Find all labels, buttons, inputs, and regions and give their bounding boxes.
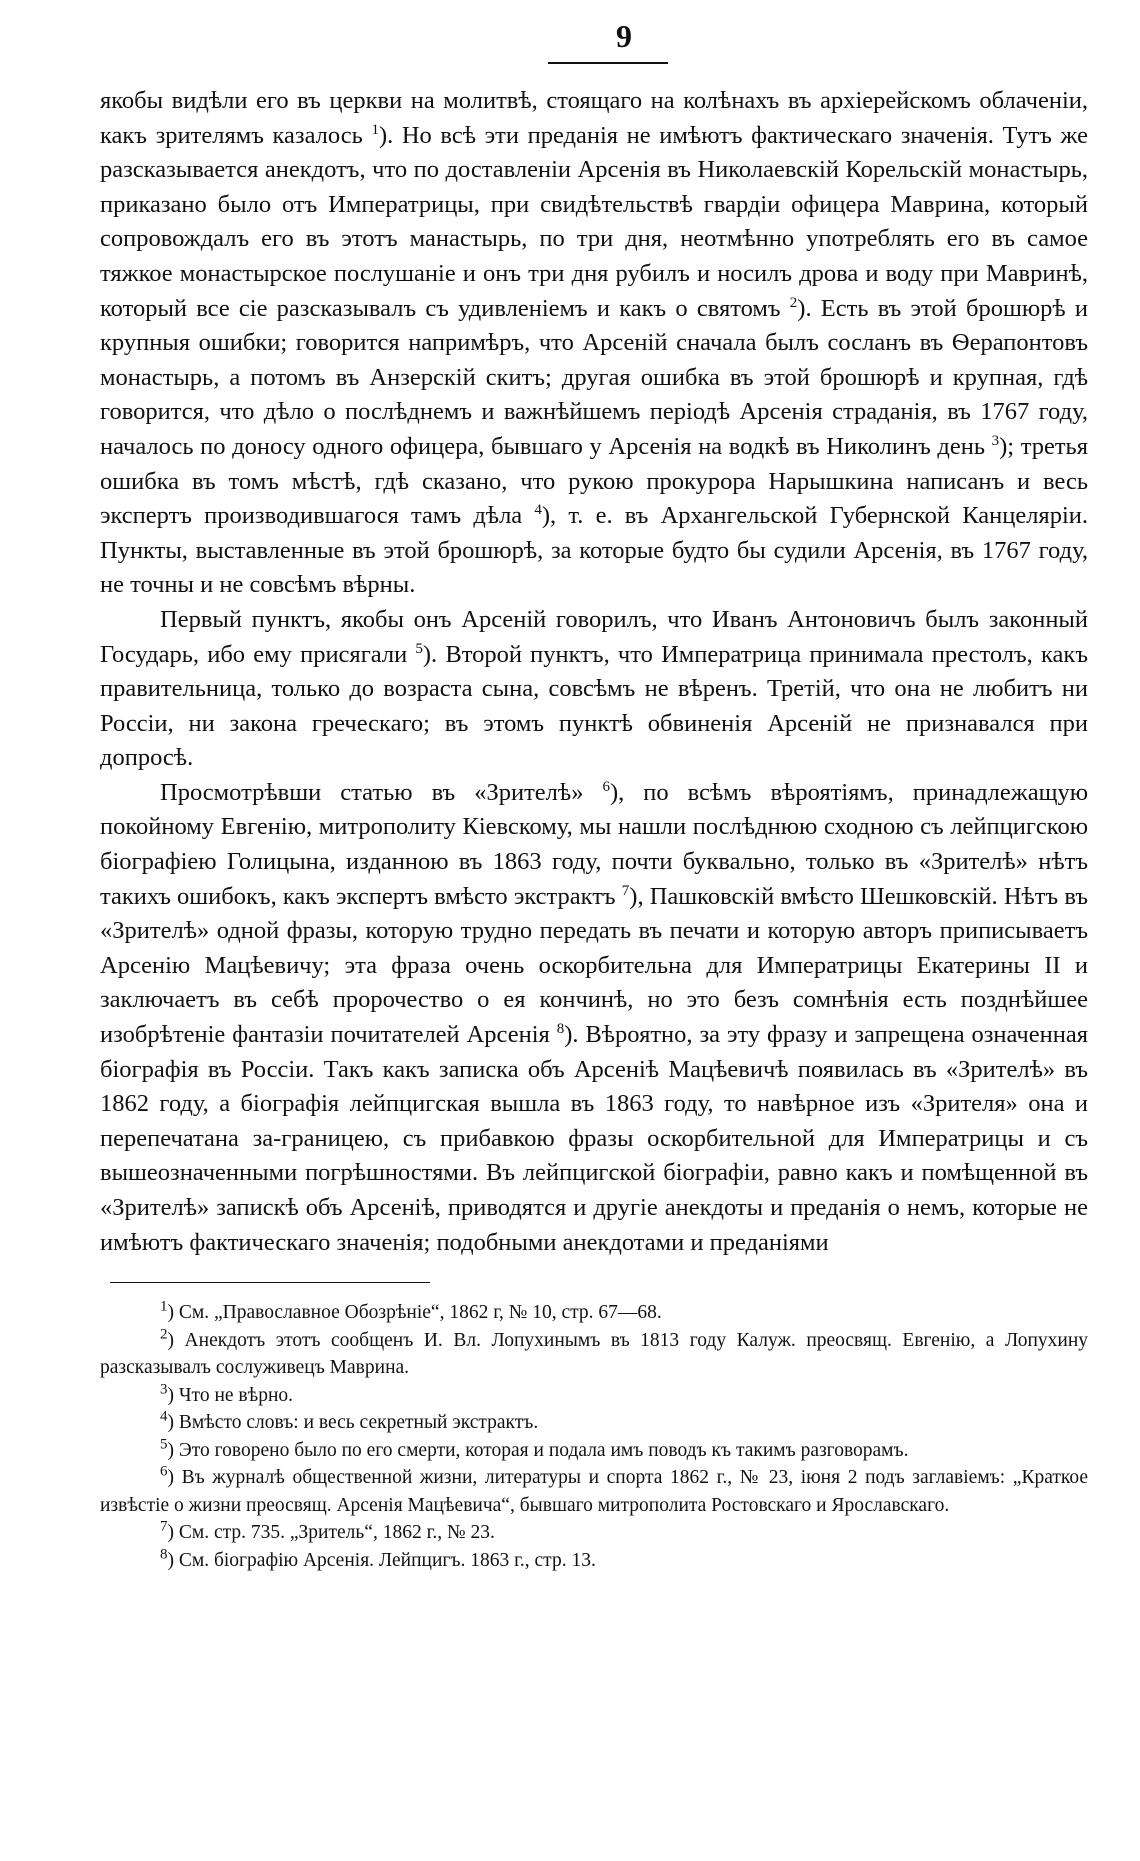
footnote-text: См. стр. 735. „Зритель“, 1862 г., № 23.	[178, 1522, 495, 1544]
footnote-number: 4	[160, 1408, 168, 1425]
footnote-text: Это говорено было по его смерти, которая и подала имъ поводъ къ такимъ разговорамъ.	[178, 1439, 909, 1461]
text-run: ), по всѣмъ вѣроятіямъ, принадлежащую покойному Евгенію, митрополиту Кіевскому, мы нашли послѣднюю сходною съ лейпцигскою біографіею Голицына, изданною въ 1863 году, почти буквально, только въ «Зрителѣ» нѣтъ такихъ ошибокъ, какъ экспертъ вмѣсто экстрактъ	[100, 778, 1088, 910]
text-run: ). Второй пунктъ, что Императрица принимала престолъ, какъ правительница, только до возраста сына, совсѣмъ не вѣренъ. Третій, что она не любитъ ни Россіи, ни закона греческаго; въ этомъ пунктѣ обвиненія Арсеній не признавался при допросѣ.	[100, 640, 1088, 772]
footnote: $^7$) См. стр. 735. „Зритель“, 1862 г., № 23.	[160, 1518, 495, 1544]
footnotes	[100, 1299, 1088, 1574]
footnote-text: Въ журналѣ общественной жизни, литературы и спорта 1862 г., № 23, іюня 2 подъ заглавіемъ: „Краткое извѣстіе о жизни преосвящ. Арсенія Мацѣевича“, бывшаго митрополита Ростовскаго и Ярославскаго.	[100, 1467, 1088, 1516]
footnote-number: 3	[160, 1381, 168, 1398]
footnote: $^5$) Это говорено было по его смерти, которая и подала имъ поводъ къ такимъ разговорамъ.	[160, 1436, 909, 1461]
footnote-number: 6	[160, 1463, 168, 1480]
text-run: ). Но всѣ эти преданія не имѣютъ фактическаго значенія. Тутъ же разсказывается анекдотъ, что по доставленіи Арсенія въ Николаевскій Корельскій монастырь, приказано было отъ Императрицы, при свидѣтельствѣ гвардіи офицера Маврина, который сопровождалъ его въ этотъ манастырь, по три дня, неотмѣнно употреблять его въ самое тяжкое монастырское послушаніе и онъ три дня рубилъ и носилъ дрова и воду при Мавринѣ, который все сіе разсказывалъ съ удивленіемъ и какъ о святомъ	[100, 121, 1089, 322]
footnote-number: 2	[160, 1326, 168, 1343]
text-run: ), Пашковскій вмѣсто Шешковскій. Нѣтъ въ «Зрителѣ» одной фразы, которую трудно передать въ печати и которую авторъ приписываетъ Арсенію Мацѣевичу; эта фраза очень оскорбительна для Императрицы Екатерины II и заключаетъ въ себѣ пророчество о ея кончинѣ, но это безъ сомнѣнія есть позднѣйшее изобрѣтеніе фантазіи почитателей Арсенія	[100, 882, 1088, 1049]
footnote: $^2$) Анекдотъ этотъ сообщенъ И. Вл. Лопухинымъ въ 1813 году Калуж. преосвящ. Евгенію, а Лопухину разсказывалъ сослуживецъ Маврина.	[100, 1326, 1089, 1379]
paragraph	[100, 776, 1088, 1260]
footnote-text: Вмѣсто словъ: и весь секретный экстрактъ.	[178, 1412, 539, 1434]
text-run: ). Есть въ этой брошюрѣ и крупныя ошибки; говорится напримѣръ, что Арсеній сначала былъ сосланъ въ Ѳерапонтовъ монастырь, а потомъ въ Анзерскій скитъ; другая ошибка въ этой брошюрѣ и крупная, гдѣ говорится, что дѣло о послѣднемъ и важнѣйшемъ періодѣ Арсенія страданія, въ 1767 году, началось по доносу одного офицера, бывшаго у Арсенія на водкѣ въ Николинъ день	[100, 294, 1088, 460]
footnote-number: 8	[160, 1546, 168, 1563]
footnote-number: 1	[160, 1298, 168, 1315]
text-run: Первый пунктъ, якобы онъ Арсеній говорилъ, что Иванъ Антоновичъ былъ законный Государь, ибо ему присягали	[100, 605, 1088, 668]
footnote-number: 7	[160, 1518, 168, 1535]
footnote-ref: 4	[534, 501, 542, 518]
footnote-ref: 7	[621, 882, 630, 899]
footnote: $^4$) Вмѣсто словъ: и весь секретный экстрактъ.	[160, 1408, 539, 1434]
footnote-separator	[110, 1282, 430, 1283]
footnote-text: См. „Православное Обозрѣніе“, 1862 г, № 10, стр. 67—68.	[178, 1302, 662, 1324]
footnote: $^6$) Въ журналѣ общественной жизни, литературы и спорта 1862 г., № 23, іюня 2 подъ заглавіемъ: „Краткое извѣстіе о жизни преосвящ. Арсенія Мацѣевича“, бывшаго митрополита Ростовскаго и Ярославскаго.	[100, 1463, 1088, 1516]
footnote-ref: 6	[602, 778, 610, 795]
paragraph	[100, 84, 1088, 603]
text-run: Просмотрѣвши статью въ «Зрителѣ»	[160, 778, 603, 806]
page-number: 9	[616, 18, 632, 54]
footnote: $^8$) См. біографію Арсенія. Лейпцигъ. 1863 г., стр. 13.	[160, 1546, 596, 1571]
footnote: $^1$) См. „Православное Обозрѣніе“, 1862 г, № 10, стр. 67—68.	[160, 1298, 662, 1324]
footnote-ref: 1	[371, 121, 379, 138]
header-rule	[548, 62, 668, 64]
footnote-ref: 2	[789, 294, 798, 311]
footnote-number: 5	[160, 1436, 168, 1453]
text-run: якобы видѣли его въ церкви на молитвѣ, стоящаго на колѣнахъ въ архіерейскомъ облаченіи, какъ зрителямъ казалось	[100, 87, 1088, 149]
footnote-ref: 8	[556, 1020, 565, 1037]
footnote-ref: 5	[415, 640, 423, 657]
text-run: ); третья ошибка въ томъ мѣстѣ, гдѣ сказано, что рукою прокурора Нарышкина написанъ и весь экспертъ производившагося тамъ дѣла	[100, 432, 1088, 530]
paragraph	[100, 603, 1088, 776]
footnote-text: См. біографію Арсенія. Лейпцигъ. 1863 г., стр. 13.	[178, 1549, 596, 1571]
text-run: ), т. е. въ Архангельской Губернской Канцеляріи. Пункты, выставленные въ этой брошюрѣ, за которые будто бы судили Арсенія, въ 1767 году, не точны и не совсѣмъ вѣрны.	[100, 502, 1088, 599]
footnote-ref: 3	[991, 432, 1000, 449]
text-run: ). Вѣроятно, за эту фразу и запрещена означенная біографія въ Россіи. Такъ какъ записка объ Арсеніѣ Мацѣевичѣ появилась въ «Зрителѣ» въ 1862 году, а біографія лейпцигская вышла въ 1863 году, то навѣрное изъ «Зрителя» она и перепечатана за-границею, съ прибавкою фразы оскорбительной для Императрицы и съ вышеозначенными погрѣшностями. Въ лейпцигской біографіи, равно какъ и помѣщенной въ «Зрителѣ» запискѣ объ Арсеніѣ, приводятся и другіе анекдоты и преданія о немъ, которые не имѣютъ фактическаго значенія; подобными анекдотами и преданіями	[100, 1021, 1088, 1256]
footnote-text: Анекдотъ этотъ сообщенъ И. Вл. Лопухинымъ въ 1813 году Калуж. преосвящ. Евгенію, а Лопухину разсказывалъ сослуживецъ Маврина.	[100, 1329, 1089, 1379]
footnote-text: Что не вѣрно.	[178, 1384, 294, 1406]
body-text	[100, 84, 1088, 1260]
footnote: $^3$) Что не вѣрно.	[160, 1381, 294, 1406]
